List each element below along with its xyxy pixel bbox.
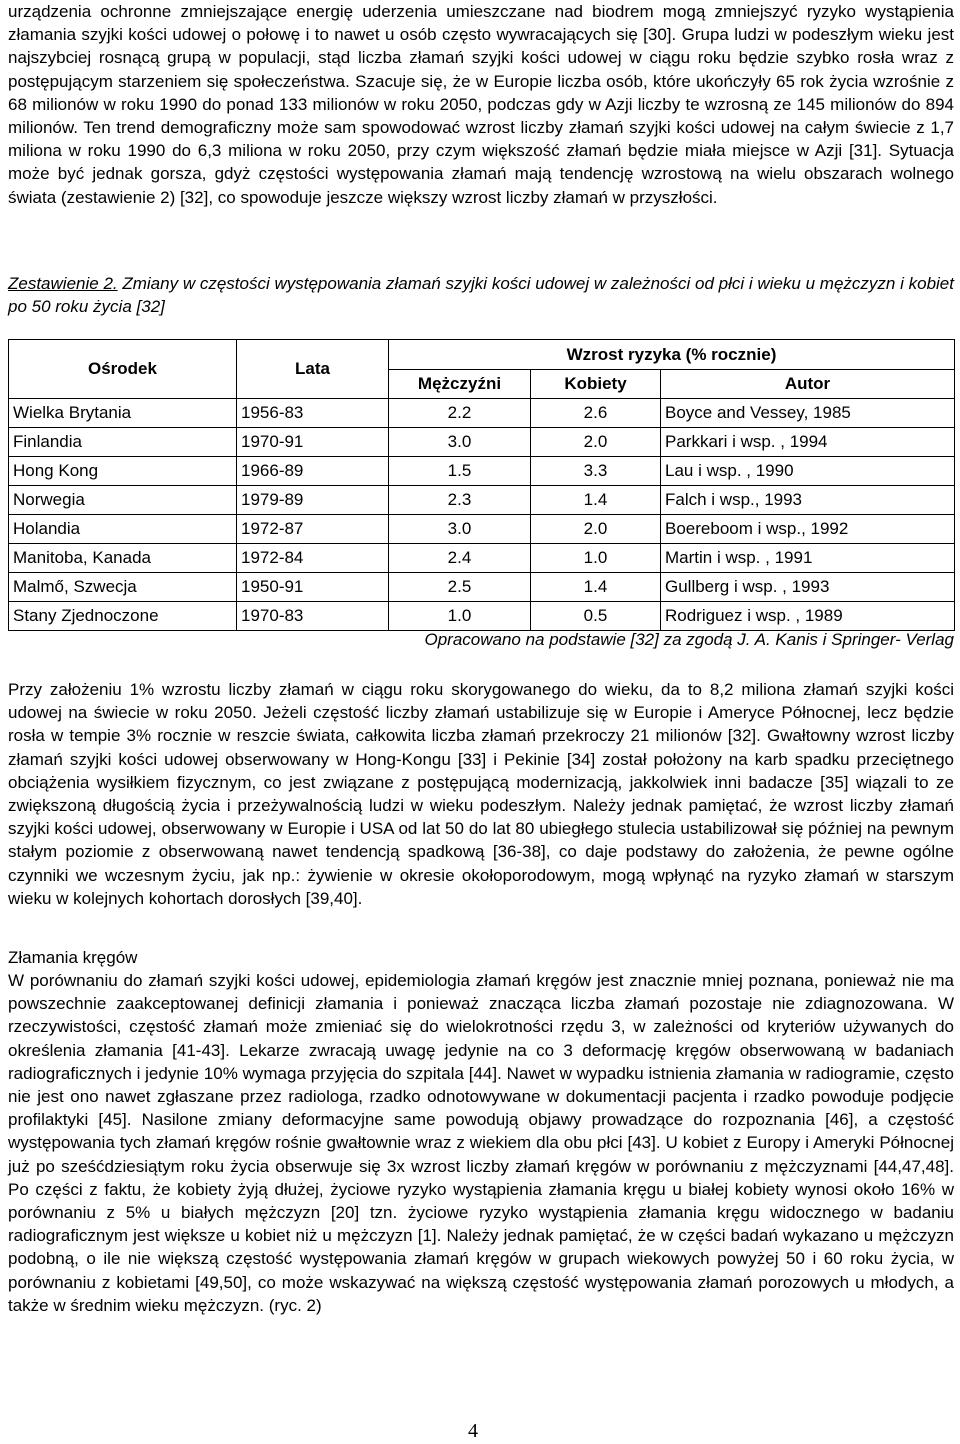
cell-center: Norwegia	[9, 486, 237, 515]
table-row	[9, 399, 955, 428]
table-caption	[8, 272, 954, 318]
cell-years: 1970-91	[237, 428, 389, 457]
table-row	[9, 602, 955, 631]
cell-women: 2.0	[531, 515, 661, 544]
cell-author: Boereboom i wsp., 1992	[661, 515, 955, 544]
header-center: Ośrodek	[9, 340, 237, 399]
cell-women: 3.3	[531, 457, 661, 486]
cell-years: 1966-89	[237, 457, 389, 486]
cell-author: Boyce and Vessey, 1985	[661, 399, 955, 428]
table-row	[9, 573, 955, 602]
header-women: Kobiety	[531, 369, 661, 399]
cell-men: 2.5	[389, 573, 531, 602]
cell-center: Holandia	[9, 515, 237, 544]
table-caption-text: Zmiany w częstości występowania złamań szyjki kości udowej w zależności od płci i wieku u mężczyzn i kobiet po 50 roku życia [32]	[8, 274, 954, 317]
cell-women: 1.4	[531, 573, 661, 602]
cell-center: Manitoba, Kanada	[9, 544, 237, 573]
header-risk-group: Wzrost ryzyka (% rocznie)	[389, 340, 955, 370]
cell-center: Finlandia	[9, 428, 237, 457]
header-years: Lata	[237, 340, 389, 399]
table-row	[9, 428, 955, 457]
header-men: Mężczyźni	[389, 369, 531, 399]
table-source-note: Opracowano na podstawie [32] za zgodą J. A. Kanis i Springer- Verlag	[424, 630, 954, 649]
cell-center: Malmő, Szwecja	[9, 573, 237, 602]
page-number: 4	[468, 1420, 478, 1442]
cell-years: 1950-91	[237, 573, 389, 602]
table-row	[9, 515, 955, 544]
cell-women: 1.0	[531, 544, 661, 573]
cell-men: 3.0	[389, 428, 531, 457]
table-header-row	[9, 340, 955, 370]
cell-author: Rodriguez i wsp. , 1989	[661, 602, 955, 631]
body-paragraph-2: Przy założeniu 1% wzrostu liczby złamań w ciągu roku skorygowanego do wieku, da to 8,2 miliona złamań szyjki kości udowej na świecie w roku 2050. Jeżeli częstość liczby złamań ustabilizuje się w Europie i Ameryce Północnej, lecz będzie rosła w tempie 3% rocznie w reszcie świata, całkowita liczba złamań przekroczy 21 milionów [32]. Gwałtowny wzrost liczby złamań szyjki kości udowej obserwowany w Hong-Kongu [33] i Pekinie [34] został położony na karb spadku przeciętnego obciążenia wysiłkiem fizycznym, co jest związane z postępującą modernizacją, jakkolwiek inni badacze [35] wiązali to ze zwiększoną długością życia i przeżywalnością ludzi w wieku podeszłym. Należy jednak pamiętać, że wzrost liczby złamań szyjki kości udowej, obserwowany w Europie i USA od lat 50 do lat 80 ubiegłego stulecia ustabilizował się później na pewnym stałym poziomie z obserwowaną nawet tendencją spadkową [36-38], co daje podstawy do założenia, że pewne ogólne czynniki we wczesnym życiu, jak np.: żywienie w okresie okołoporodowym, mogą wpłynąć na ryzyko złamań w starszym wieku w kolejnych kohortach dorosłych [39,40].	[8, 680, 954, 908]
cell-men: 2.4	[389, 544, 531, 573]
cell-years: 1956-83	[237, 399, 389, 428]
fracture-risk-table	[8, 339, 955, 631]
cell-men: 2.2	[389, 399, 531, 428]
cell-years: 1972-87	[237, 515, 389, 544]
cell-men: 3.0	[389, 515, 531, 544]
table-row	[9, 486, 955, 515]
cell-author: Martin i wsp. , 1991	[661, 544, 955, 573]
cell-years: 1972-84	[237, 544, 389, 573]
table-row	[9, 457, 955, 486]
cell-women: 0.5	[531, 602, 661, 631]
cell-author: Falch i wsp., 1993	[661, 486, 955, 515]
cell-center: Wielka Brytania	[9, 399, 237, 428]
cell-author: Parkkari i wsp. , 1994	[661, 428, 955, 457]
cell-men: 1.0	[389, 602, 531, 631]
cell-author: Lau i wsp. , 1990	[661, 457, 955, 486]
intro-paragraph: urządzenia ochronne zmniejszające energię uderzenia umieszczane nad biodrem mogą zmniejszyć ryzyko wystąpienia złamania szyjki kości udowej o połowę i to nawet u osób często wywracających się [30]. Grupa ludzi w podeszłym wieku jest najszybciej rosnącą grupą w populacji, stąd liczba złamań szyjki kości udowej w ciągu roku będzie szybko rosła wraz z postępującym starzeniem się społeczeństwa. Szacuje się, że w Europie liczba osób, które ukończyły 65 rok życia wzrośnie z 68 milionów w roku 1990 do ponad 133 milionów w roku 2050, podczas gdy w Azji liczby te wzrosną ze 145 milionów do 894 milionów. Ten trend demograficzny może sam spowodować wzrost liczby złamań szyjki kości udowej na całym świecie z 1,7 miliona w roku 1990 do 6,3 miliona w roku 2050, przy czym większość złamań będzie miała miejsce w Azji [31]. Sytuacja może być jednak gorsza, gdyż częstości występowania złamań mają tendencję wzrostową na wielu obszarach wolnego świata (zestawienie 2) [32], co spowoduje jeszcze większy wzrost liczby złamań w przyszłości.	[8, 2, 954, 207]
cell-men: 1.5	[389, 457, 531, 486]
table-row	[9, 544, 955, 573]
cell-women: 1.4	[531, 486, 661, 515]
section-title: Złamania kręgów	[8, 948, 138, 967]
body-paragraph-3: W porównaniu do złamań szyjki kości udowej, epidemiologia złamań kręgów jest znacznie mniej poznana, ponieważ nie ma powszechnie zaakceptowanej definicji złamania i ponieważ znacząca liczba złamań pozostaje nie zdiagnozowana. W rzeczywistości, częstość złamań może zmieniać się do wielokrotności rzędu 3, w zależności od kryteriów używanych do określenia złamania [41-43]. Lekarze zwracają uwagę jedynie na co 3 deformację kręgów obserwowaną w badaniach radiograficznych i jedynie 10% wymaga przyjęcia do szpitala [44]. Nawet w wypadku istnienia złamania w radiogramie, często nie jest ono nawet zgłaszane przez radiologa, rzadko odnotowywane w dokumentacji pacjenta i rzadko powoduje podjęcie profilaktyki [45]. Nasilone zmiany deformacyjne same powodują objawy prowadzące do rozpoznania [46], a częstość występowania tych złamań kręgów rośnie gwałtownie wraz z wiekiem dla obu płci [43]. U kobiet z Europy i Ameryki Północnej już po sześćdziesiątym roku życia obserwuje się 3x wzrost liczby złamań kręgów w porównaniu z mężczyznami [44,47,48]. Po części z faktu, że kobiety żyją dłużej, życiowe ryzyko wystąpienia złamania kręgu u białej kobiety wynosi około 16% w porównaniu z 5% u białych mężczyzn [20] tzn. życiowe ryzyko wystąpienia złamania kręgu widocznego w badaniu radiograficznym jest większe u kobiet niż u mężczyzn [1]. Należy jednak pamiętać, że w części badań wykazano u mężczyzn podobną, o ile nie większą częstość występowania złamań kręgów w grupach wiekowych powyżej 50 i 60 roku życia, w porównaniu z kobietami [49,50], co może wskazywać na większą częstość występowania złamań porozowych u młodych, a także w średnim wieku mężczyzn. (ryc. 2)	[8, 971, 954, 1315]
cell-women: 2.0	[531, 428, 661, 457]
cell-years: 1979-89	[237, 486, 389, 515]
cell-women: 2.6	[531, 399, 661, 428]
cell-years: 1970-83	[237, 602, 389, 631]
header-author: Autor	[661, 369, 955, 399]
cell-author: Gullberg i wsp. , 1993	[661, 573, 955, 602]
table-caption-label: Zestawienie 2.	[8, 274, 118, 293]
cell-center: Hong Kong	[9, 457, 237, 486]
cell-center: Stany Zjednoczone	[9, 602, 237, 631]
cell-men: 2.3	[389, 486, 531, 515]
